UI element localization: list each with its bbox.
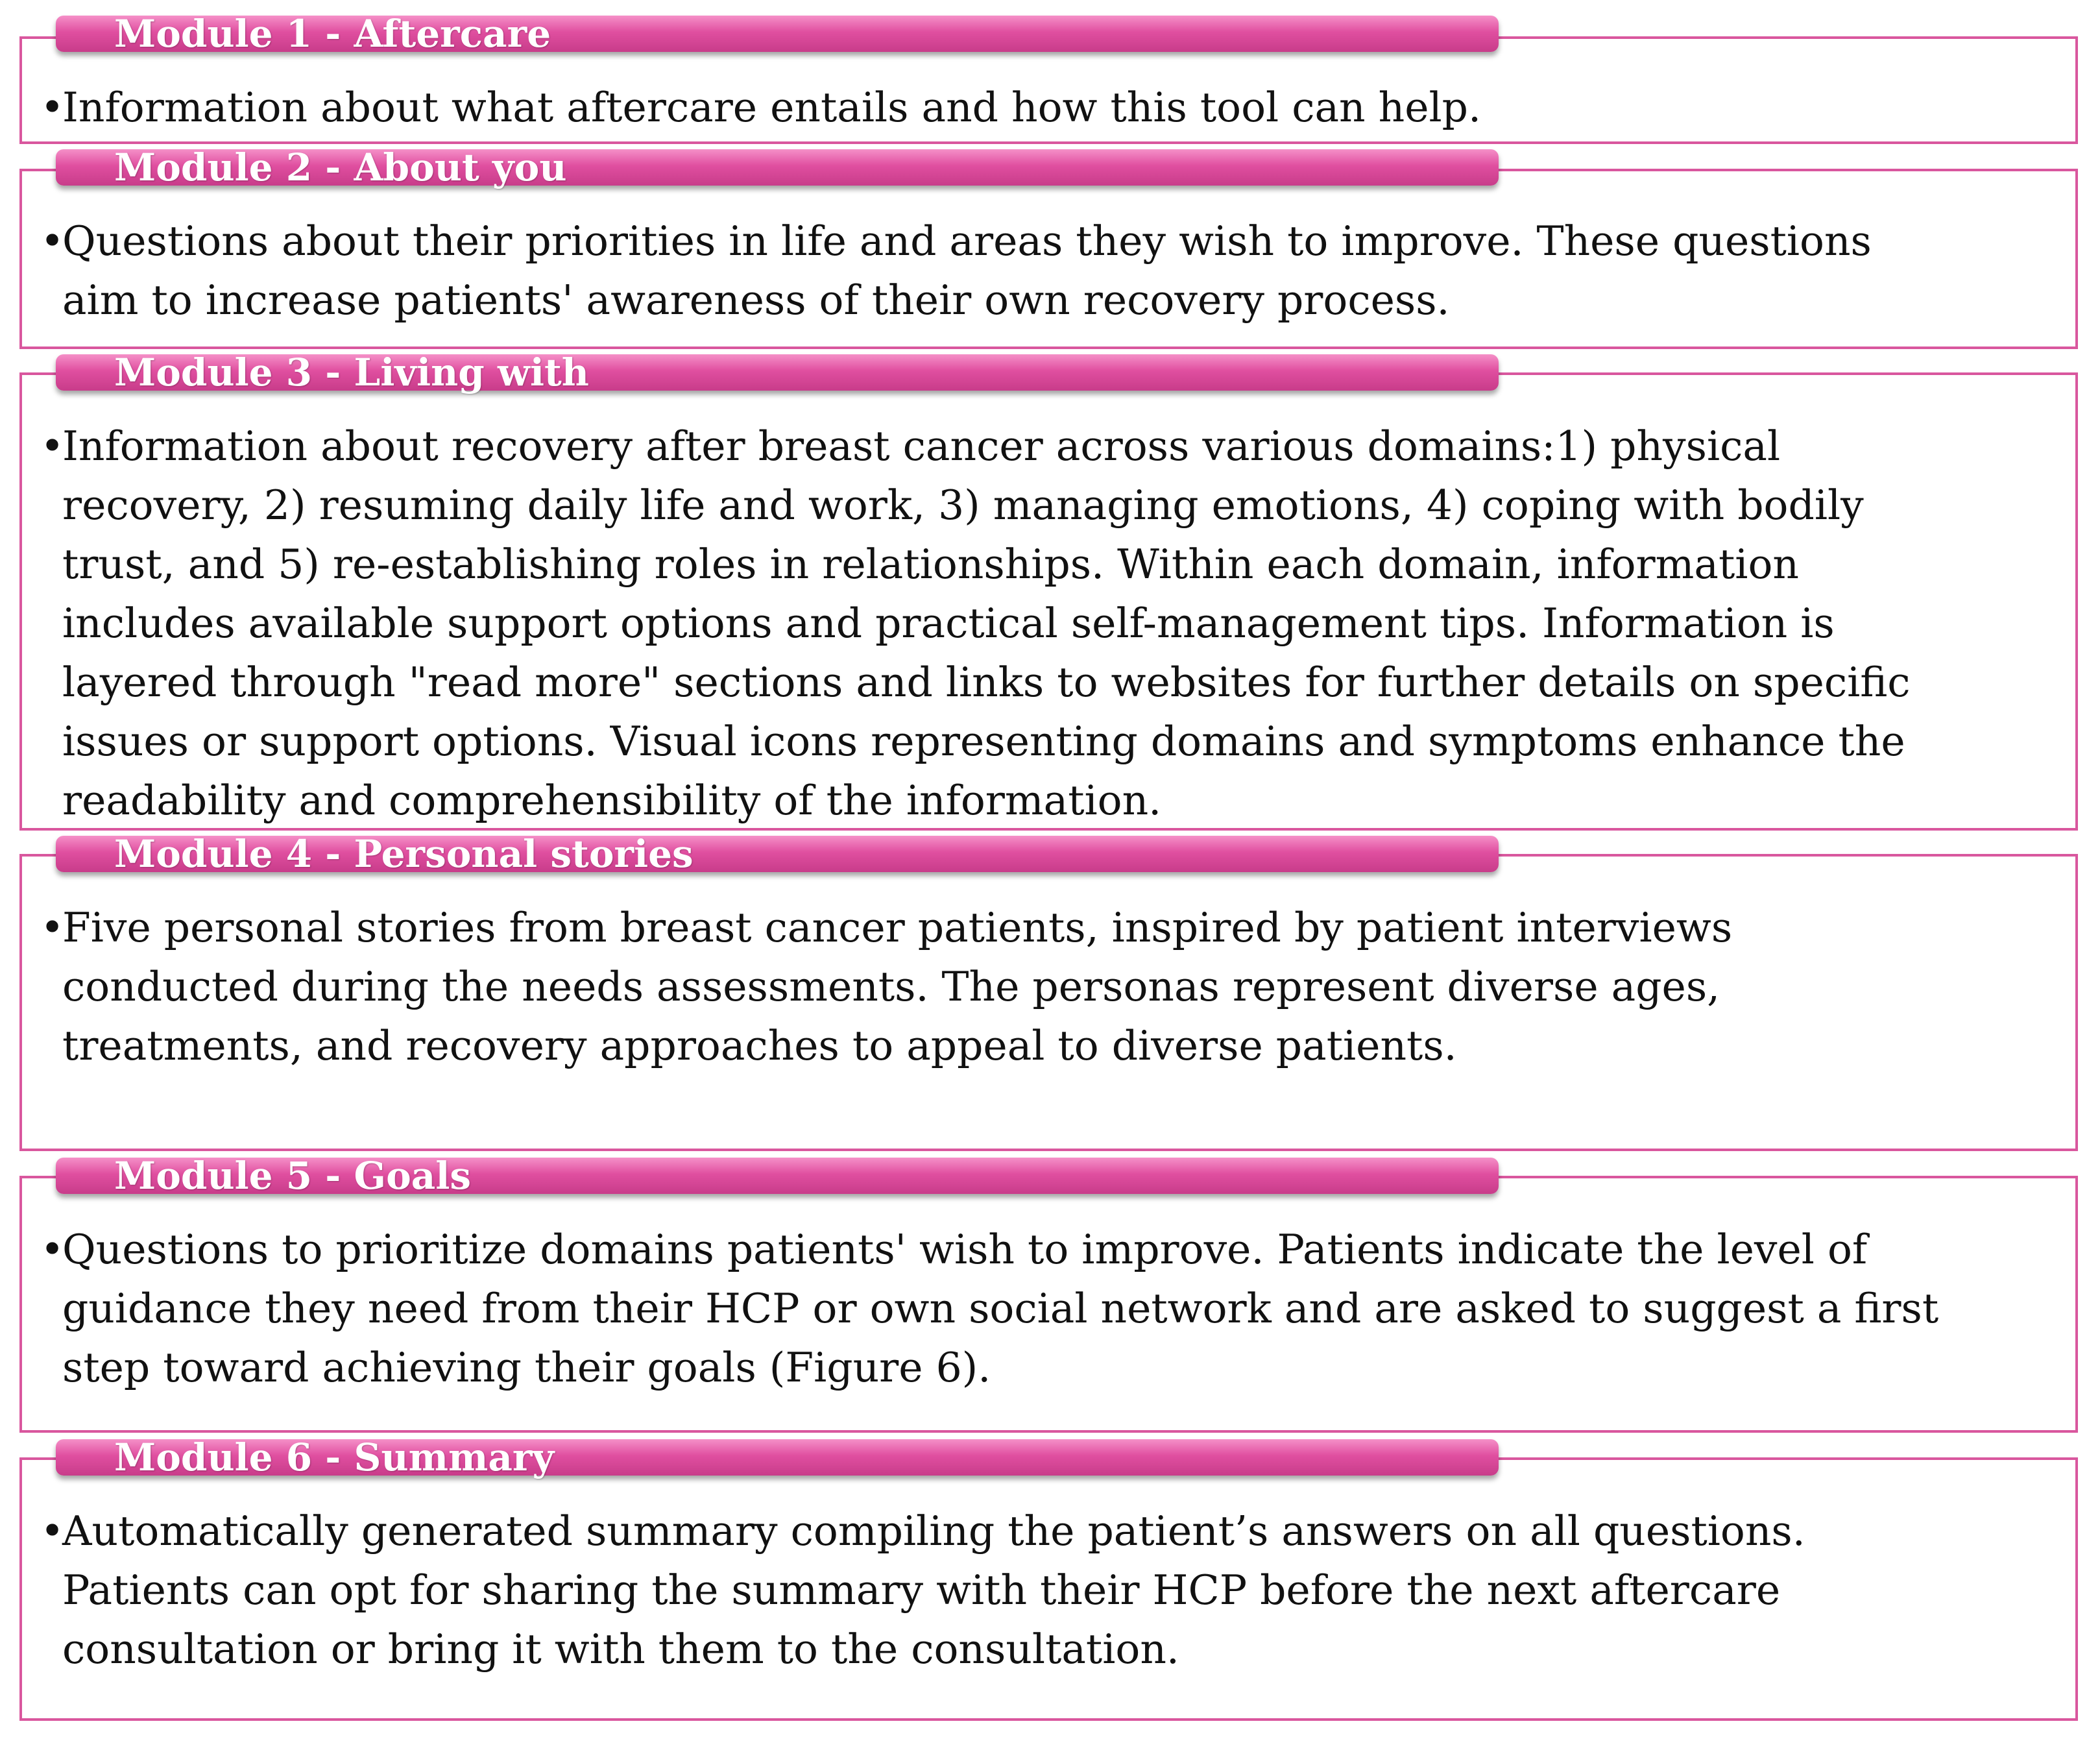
- module-4-title: Module 4 - Personal stories: [114, 832, 694, 876]
- module-6-title: Module 6 - Summary: [114, 1435, 555, 1479]
- module-5-title: Module 5 - Goals: [114, 1154, 472, 1198]
- module-6-description: •Automatically generated summary compiling the patient’s answers on all questions. Patients can opt for sharing the summary with their HCP before the next aftercare consultation or bring it with them to the consultation.: [40, 1502, 2054, 1679]
- module-1-description: •Information about what aftercare entails and how this tool can help.: [40, 78, 2054, 137]
- bullet: •: [40, 904, 65, 951]
- module-6-tab: [56, 1435, 1499, 1479]
- bullet: •: [40, 1507, 65, 1555]
- module-3-title: Module 3 - Living with: [114, 350, 589, 395]
- module-5-tab: [56, 1154, 1499, 1198]
- module-1-tab: [56, 12, 1499, 56]
- bullet: •: [40, 422, 65, 470]
- module-4-tab: [56, 832, 1499, 876]
- module-2-title: Module 2 - About you: [114, 145, 567, 189]
- module-1-title: Module 1 - Aftercare: [114, 12, 551, 56]
- module-4-description: •Five personal stories from breast cancer patients, inspired by patient interviews conducted during the needs assessments. The personas represent diverse ages, treatments, and recovery approaches to appeal to diverse patients.: [40, 898, 2054, 1075]
- module-3-tab: [56, 350, 1499, 395]
- bullet: •: [40, 1226, 65, 1273]
- module-2-tab: [56, 145, 1499, 189]
- module-3-description: •Information about recovery after breast cancer across various domains:1) physical recovery, 2) resuming daily life and work, 3) managing emotions, 4) coping with bodily trust, and 5) re-establishing roles in relationships. Within each domain, information includes available support options and practical self-management tips. Information is layered through "read more" sections and links to websites for further details on specific issues or support options. Visual icons representing domains and symptoms enhance the readability and comprehensibility of the information.: [40, 417, 2054, 830]
- bullet: •: [40, 217, 65, 265]
- bullet: •: [40, 84, 65, 131]
- module-2-description: •Questions about their priorities in life and areas they wish to improve. These questions aim to increase patients' awareness of their own recovery process.: [40, 212, 2054, 330]
- module-5-description: •Questions to prioritize domains patients' wish to improve. Patients indicate the level of guidance they need from their HCP or own social network and are asked to suggest a first step toward achieving their goals (Figure 6).: [40, 1220, 2054, 1397]
